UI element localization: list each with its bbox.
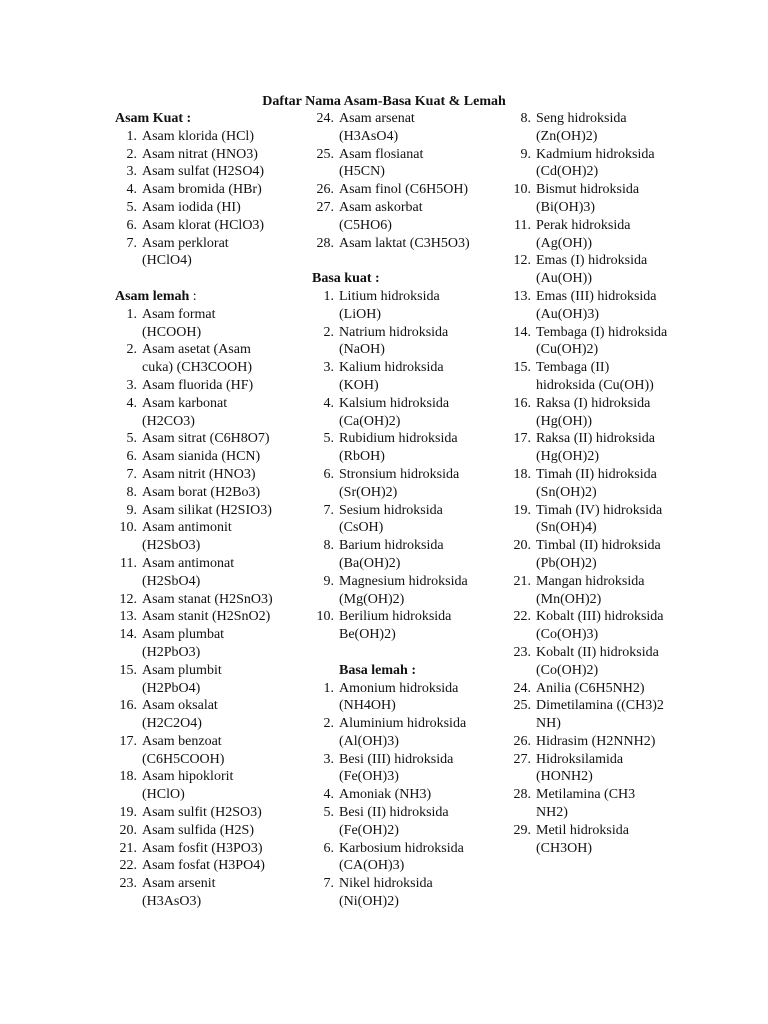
list-item — [312, 199, 504, 235]
item-number: 2. — [323, 716, 334, 732]
list-item — [115, 128, 305, 146]
item-text: Kalsium hidroksida — [339, 395, 450, 411]
item-number: 1. — [323, 288, 334, 304]
item-number: 27. — [513, 751, 531, 767]
item-number: 6. — [126, 217, 137, 233]
item-number: 19. — [119, 805, 137, 821]
asam-kuat-list — [115, 128, 305, 270]
item-number: 3. — [126, 377, 137, 393]
item-number: 3. — [126, 164, 137, 180]
list-item — [312, 751, 504, 787]
item-text: Timbal (II) hidroksida — [536, 538, 661, 554]
list-item — [115, 448, 305, 466]
item-number: 4. — [126, 395, 137, 411]
column-3 — [509, 110, 724, 857]
list-item — [312, 430, 504, 466]
item-text-continued: (H3AsO4) — [339, 128, 399, 144]
item-number: 2. — [323, 324, 334, 340]
item-number: 4. — [126, 182, 137, 198]
list-item — [509, 217, 724, 253]
list-item — [509, 644, 724, 680]
item-text: Kalium hidroksida — [339, 360, 444, 376]
item-text-continued: (KOH) — [339, 377, 379, 393]
item-text-continued: cuka) (CH3COOH) — [142, 360, 253, 376]
item-text: Besi (II) hidroksida — [339, 805, 449, 821]
list-item — [312, 466, 504, 502]
item-number: 15. — [513, 360, 531, 376]
item-text-continued: (H2PbO4) — [142, 680, 201, 696]
item-number: 15. — [119, 662, 137, 678]
item-number: 26. — [316, 182, 334, 198]
item-text: Seng hidroksida — [536, 111, 627, 126]
item-number: 3. — [323, 360, 334, 376]
item-text: Asam sulfida (H2S) — [142, 822, 254, 838]
item-text: Asam stanat (H2SnO3) — [142, 591, 273, 607]
item-text: Hidrasim (H2NNH2) — [536, 733, 656, 749]
item-number: 9. — [126, 502, 137, 518]
item-text: Asam benzoat — [142, 733, 222, 749]
item-text: Besi (III) hidroksida — [339, 751, 454, 767]
item-text-continued: (Sn(OH)4) — [536, 520, 597, 536]
item-text: Emas (III) hidroksida — [536, 288, 657, 304]
list-item — [509, 359, 724, 395]
item-text: Asam perklorat — [142, 235, 229, 251]
item-number: 6. — [323, 840, 334, 856]
item-text: Metilamina (CH3 — [536, 787, 636, 803]
item-text: Kobalt (III) hidroksida — [536, 609, 664, 625]
list-item — [509, 697, 724, 733]
item-text: Rubidium hidroksida — [339, 431, 458, 447]
list-item — [312, 324, 504, 360]
list-item — [115, 608, 305, 626]
item-number: 5. — [126, 431, 137, 447]
list-item — [312, 537, 504, 573]
item-number: 24. — [316, 111, 334, 126]
list-item — [312, 573, 504, 609]
item-text: Litium hidroksida — [339, 288, 440, 304]
list-item — [115, 341, 305, 377]
item-number: 2. — [126, 146, 137, 162]
item-text: Hidroksilamida — [536, 751, 624, 767]
item-number: 17. — [119, 733, 137, 749]
list-item — [509, 395, 724, 431]
list-item — [115, 181, 305, 199]
item-text-continued: (Pb(OH)2) — [536, 555, 597, 571]
item-text: Asam bromida (HBr) — [142, 182, 262, 198]
item-number: 22. — [119, 858, 137, 874]
item-text-continued: Be(OH)2) — [339, 627, 396, 643]
item-text-continued: (HONH2) — [536, 769, 593, 785]
item-text: Nikel hidroksida — [339, 876, 433, 892]
item-text: Stronsium hidroksida — [339, 466, 460, 482]
item-number: 19. — [513, 502, 531, 518]
list-item — [312, 359, 504, 395]
list-item — [312, 875, 504, 911]
list-item — [115, 377, 305, 395]
item-text-continued: (Al(OH)3) — [339, 733, 399, 749]
item-text: Asam klorida (HCl) — [142, 128, 254, 144]
item-text: Asam antimonit — [142, 520, 232, 536]
item-number: 6. — [323, 466, 334, 482]
item-text: Kobalt (II) hidroksida — [536, 644, 659, 660]
item-text: Asam format — [142, 306, 216, 322]
item-text: Barium hidroksida — [339, 538, 444, 554]
item-number: 10. — [316, 609, 334, 625]
list-item — [509, 146, 724, 182]
item-text: Asam asetat (Asam — [142, 342, 251, 358]
item-text: Raksa (II) hidroksida — [536, 431, 655, 447]
list-item — [115, 591, 305, 609]
item-text: Kadmium hidroksida — [536, 146, 655, 162]
list-item — [312, 502, 504, 538]
list-item — [509, 502, 724, 538]
item-text-continued: (H2PbO3) — [142, 644, 201, 660]
item-text-continued: (Co(OH)2) — [536, 662, 599, 678]
item-text: Bismut hidroksida — [536, 182, 640, 198]
item-text-continued: (Bi(OH)3) — [536, 199, 596, 215]
item-text: Anilia (C6H5NH2) — [536, 680, 645, 696]
item-text-continued: (HCOOH) — [142, 324, 202, 340]
item-number: 8. — [126, 484, 137, 500]
item-text-continued: (Mn(OH)2) — [536, 591, 602, 607]
item-text-continued: (H2C2O4) — [142, 716, 202, 732]
item-text: Asam silikat (H2SIO3) — [142, 502, 272, 518]
item-number: 18. — [119, 769, 137, 785]
item-number: 11. — [514, 217, 531, 233]
item-text-continued: (C5HO6) — [339, 217, 392, 233]
item-number: 27. — [316, 199, 334, 215]
list-item — [115, 484, 305, 502]
item-text-continued: NH) — [536, 716, 561, 732]
list-item — [509, 110, 724, 146]
asam-lemah-list-continued — [312, 110, 504, 252]
list-item — [509, 573, 724, 609]
list-item — [115, 733, 305, 769]
list-item — [115, 306, 305, 342]
asam-kuat-heading: Asam Kuat : — [115, 111, 192, 126]
item-number: 1. — [126, 128, 137, 144]
item-number: 25. — [316, 146, 334, 162]
item-number: 8. — [520, 111, 531, 126]
item-text-continued: (Fe(OH)2) — [339, 822, 399, 838]
item-text-continued: (NH4OH) — [339, 698, 396, 714]
basa-kuat-list — [312, 288, 504, 644]
item-text-continued: (HClO4) — [142, 253, 192, 269]
list-item — [509, 252, 724, 288]
list-item — [312, 181, 504, 199]
list-item — [312, 804, 504, 840]
list-item — [115, 857, 305, 875]
list-item — [115, 662, 305, 698]
item-text-continued: (NaOH) — [339, 342, 385, 358]
item-number: 8. — [323, 538, 334, 554]
item-text: Asam plumbit — [142, 662, 222, 678]
item-text-continued: (Ca(OH)2) — [339, 413, 401, 429]
item-number: 28. — [316, 235, 334, 251]
list-item — [509, 786, 724, 822]
basa-lemah-list — [312, 680, 504, 911]
list-item — [115, 466, 305, 484]
list-item — [115, 626, 305, 662]
item-number: 6. — [126, 449, 137, 465]
item-text: Asam fosfat (H3PO4) — [142, 858, 265, 874]
item-number: 16. — [513, 395, 531, 411]
list-item — [312, 608, 504, 644]
item-number: 7. — [323, 876, 334, 892]
item-text: Asam finol (C6H5OH) — [339, 182, 469, 198]
item-text: Asam sulfit (H2SO3) — [142, 805, 262, 821]
list-item — [312, 235, 504, 253]
item-text: Asam hipoklorit — [142, 769, 234, 785]
item-text: Amoniak (NH3) — [339, 787, 432, 803]
item-text: Asam oksalat — [142, 698, 218, 714]
item-text: Karbosium hidroksida — [339, 840, 464, 856]
list-item — [509, 822, 724, 858]
list-item — [312, 680, 504, 716]
item-text-continued: (H2SbO4) — [142, 573, 201, 589]
list-item — [509, 324, 724, 360]
item-text-continued: (CA(OH)3) — [339, 858, 405, 874]
item-number: 21. — [513, 573, 531, 589]
list-item — [115, 430, 305, 448]
page-title: Daftar Nama Asam-Basa Kuat & Lemah — [262, 94, 506, 109]
item-text-continued: (LiOH) — [339, 306, 381, 322]
item-number: 17. — [513, 431, 531, 447]
list-item — [115, 768, 305, 804]
item-text: Aluminium hidroksida — [339, 716, 467, 732]
list-item — [509, 751, 724, 787]
item-text: Asam arsenat — [339, 111, 415, 126]
list-item — [509, 733, 724, 751]
item-text-continued: (Ba(OH)2) — [339, 555, 401, 571]
item-text: Perak hidroksida — [536, 217, 631, 233]
list-item — [115, 840, 305, 858]
item-number: 28. — [513, 787, 531, 803]
item-text-continued: (CsOH) — [339, 520, 384, 536]
item-text: Natrium hidroksida — [339, 324, 449, 340]
item-text-continued: (Cd(OH)2) — [536, 164, 599, 180]
column-2 — [312, 110, 504, 911]
item-number: 7. — [126, 466, 137, 482]
item-text-continued: (Hg(OH)) — [536, 413, 592, 429]
item-text: Berilium hidroksida — [339, 609, 452, 625]
item-number: 11. — [120, 555, 137, 571]
item-number: 20. — [119, 822, 137, 838]
item-text: Asam iodida (HI) — [142, 199, 241, 215]
item-number: 13. — [119, 609, 137, 625]
basa-lemah-heading: Basa lemah : — [339, 662, 416, 678]
item-text-continued: (C6H5COOH) — [142, 751, 225, 767]
item-text-continued: (H2SbO3) — [142, 538, 201, 554]
list-item — [115, 217, 305, 235]
item-text: Timah (IV) hidroksida — [536, 502, 663, 518]
item-number: 9. — [323, 573, 334, 589]
item-text-continued: (Fe(OH)3) — [339, 769, 399, 785]
item-number: 18. — [513, 466, 531, 482]
item-number: 4. — [323, 787, 334, 803]
item-text: Asam flosianat — [339, 146, 424, 162]
list-item — [115, 519, 305, 555]
item-number: 10. — [513, 182, 531, 198]
item-number: 23. — [513, 644, 531, 660]
item-text: Asam stanit (H2SnO2) — [142, 609, 271, 625]
list-item — [115, 555, 305, 591]
item-text-continued: (H2CO3) — [142, 413, 195, 429]
list-item — [115, 875, 305, 911]
item-text-continued: (Sn(OH)2) — [536, 484, 597, 500]
item-number: 4. — [323, 395, 334, 411]
item-text-continued: NH2) — [536, 805, 568, 821]
item-text-continued: (HClO) — [142, 787, 185, 803]
item-text-continued: (Hg(OH)2) — [536, 449, 599, 465]
item-number: 14. — [513, 324, 531, 340]
item-text-continued: (Mg(OH)2) — [339, 591, 405, 607]
item-text: Asam plumbat — [142, 627, 225, 643]
item-number: 5. — [126, 199, 137, 215]
list-item — [509, 608, 724, 644]
item-text: Asam fosfit (H3PO3) — [142, 840, 263, 856]
list-item — [115, 502, 305, 520]
item-text-continued: (Zn(OH)2) — [536, 128, 598, 144]
item-number: 3. — [323, 751, 334, 767]
item-number: 13. — [513, 288, 531, 304]
list-item — [509, 466, 724, 502]
item-number: 12. — [513, 253, 531, 269]
list-item — [312, 110, 504, 146]
item-text-continued: (Au(OH)) — [536, 271, 592, 287]
item-text-continued: (RbOH) — [339, 449, 385, 465]
item-text: Dimetilamina ((CH3)2 — [536, 698, 664, 714]
list-item — [312, 715, 504, 751]
item-text-continued: (H5CN) — [339, 164, 385, 180]
item-number: 24. — [513, 680, 531, 696]
item-text-continued: (Cu(OH)2) — [536, 342, 599, 358]
item-text: Asam borat (H2Bo3) — [142, 484, 261, 500]
item-number: 12. — [119, 591, 137, 607]
item-text-continued: (CH3OH) — [536, 840, 592, 856]
item-text: Magnesium hidroksida — [339, 573, 468, 589]
list-item — [509, 537, 724, 573]
item-text: Timah (II) hidroksida — [536, 466, 657, 482]
item-text: Asam karbonat — [142, 395, 228, 411]
basa-lemah-list-continued — [509, 110, 724, 857]
list-item — [115, 822, 305, 840]
list-item — [115, 697, 305, 733]
item-text: Asam klorat (HClO3) — [142, 217, 265, 233]
list-item — [115, 199, 305, 217]
item-text-continued: (Ag(OH)) — [536, 235, 592, 251]
basa-kuat-heading: Basa kuat : — [312, 271, 380, 287]
list-item — [115, 804, 305, 822]
item-text-continued: (Au(OH)3) — [536, 306, 599, 322]
item-text-continued: (H3AsO3) — [142, 894, 202, 910]
item-text: Tembaga (II) — [536, 360, 610, 376]
item-number: 14. — [119, 627, 137, 643]
asam-lemah-list — [115, 306, 305, 911]
item-number: 29. — [513, 822, 531, 838]
item-text: Asam laktat (C3H5O3) — [339, 235, 470, 251]
item-number: 20. — [513, 538, 531, 554]
list-item — [509, 181, 724, 217]
item-number: 25. — [513, 698, 531, 714]
item-text: Asam fluorida (HF) — [142, 377, 254, 393]
item-number: 2. — [126, 342, 137, 358]
item-number: 23. — [119, 876, 137, 892]
list-item — [312, 146, 504, 182]
item-text: Asam nitrit (HNO3) — [142, 466, 256, 482]
item-text: Asam antimonat — [142, 555, 235, 571]
item-text: Asam sianida (HCN) — [142, 449, 261, 465]
item-text: Asam sitrat (C6H8O7) — [142, 431, 270, 447]
item-number: 5. — [323, 431, 334, 447]
item-text: Raksa (I) hidroksida — [536, 395, 651, 411]
item-text: Metil hidroksida — [536, 822, 629, 838]
item-number: 21. — [119, 840, 137, 856]
item-text: Emas (I) hidroksida — [536, 253, 648, 269]
item-text-continued: (Co(OH)3) — [536, 627, 599, 643]
item-text-continued: hidroksida (Cu(OH)) — [536, 377, 654, 393]
list-item — [509, 680, 724, 698]
column-1 — [115, 110, 305, 911]
item-text: Asam arsenit — [142, 876, 216, 892]
item-text: Sesium hidroksida — [339, 502, 443, 518]
item-number: 1. — [323, 680, 334, 696]
asam-lemah-heading: Asam lemah : — [115, 288, 197, 304]
list-item — [509, 430, 724, 466]
item-text-continued: (Sr(OH)2) — [339, 484, 398, 500]
item-number: 26. — [513, 733, 531, 749]
item-text: Mangan hidroksida — [536, 573, 645, 589]
list-item — [115, 235, 305, 271]
item-number: 16. — [119, 698, 137, 714]
list-item — [312, 395, 504, 431]
item-text: Asam askorbat — [339, 199, 423, 215]
item-text-continued: (Ni(OH)2) — [339, 894, 399, 910]
list-item — [312, 840, 504, 876]
item-number: 5. — [323, 805, 334, 821]
item-number: 22. — [513, 609, 531, 625]
list-item — [115, 395, 305, 431]
list-item — [509, 288, 724, 324]
list-item — [115, 163, 305, 181]
list-item — [312, 288, 504, 324]
list-item — [312, 786, 504, 804]
list-item — [115, 146, 305, 164]
item-number: 1. — [126, 306, 137, 322]
item-number: 9. — [520, 146, 531, 162]
item-number: 7. — [323, 502, 334, 518]
item-text: Tembaga (I) hidroksida — [536, 324, 668, 340]
item-number: 10. — [119, 520, 137, 536]
item-text: Asam nitrat (HNO3) — [142, 146, 258, 162]
item-text: Amonium hidroksida — [339, 680, 459, 696]
item-number: 7. — [126, 235, 137, 251]
item-text: Asam sulfat (H2SO4) — [142, 164, 265, 180]
